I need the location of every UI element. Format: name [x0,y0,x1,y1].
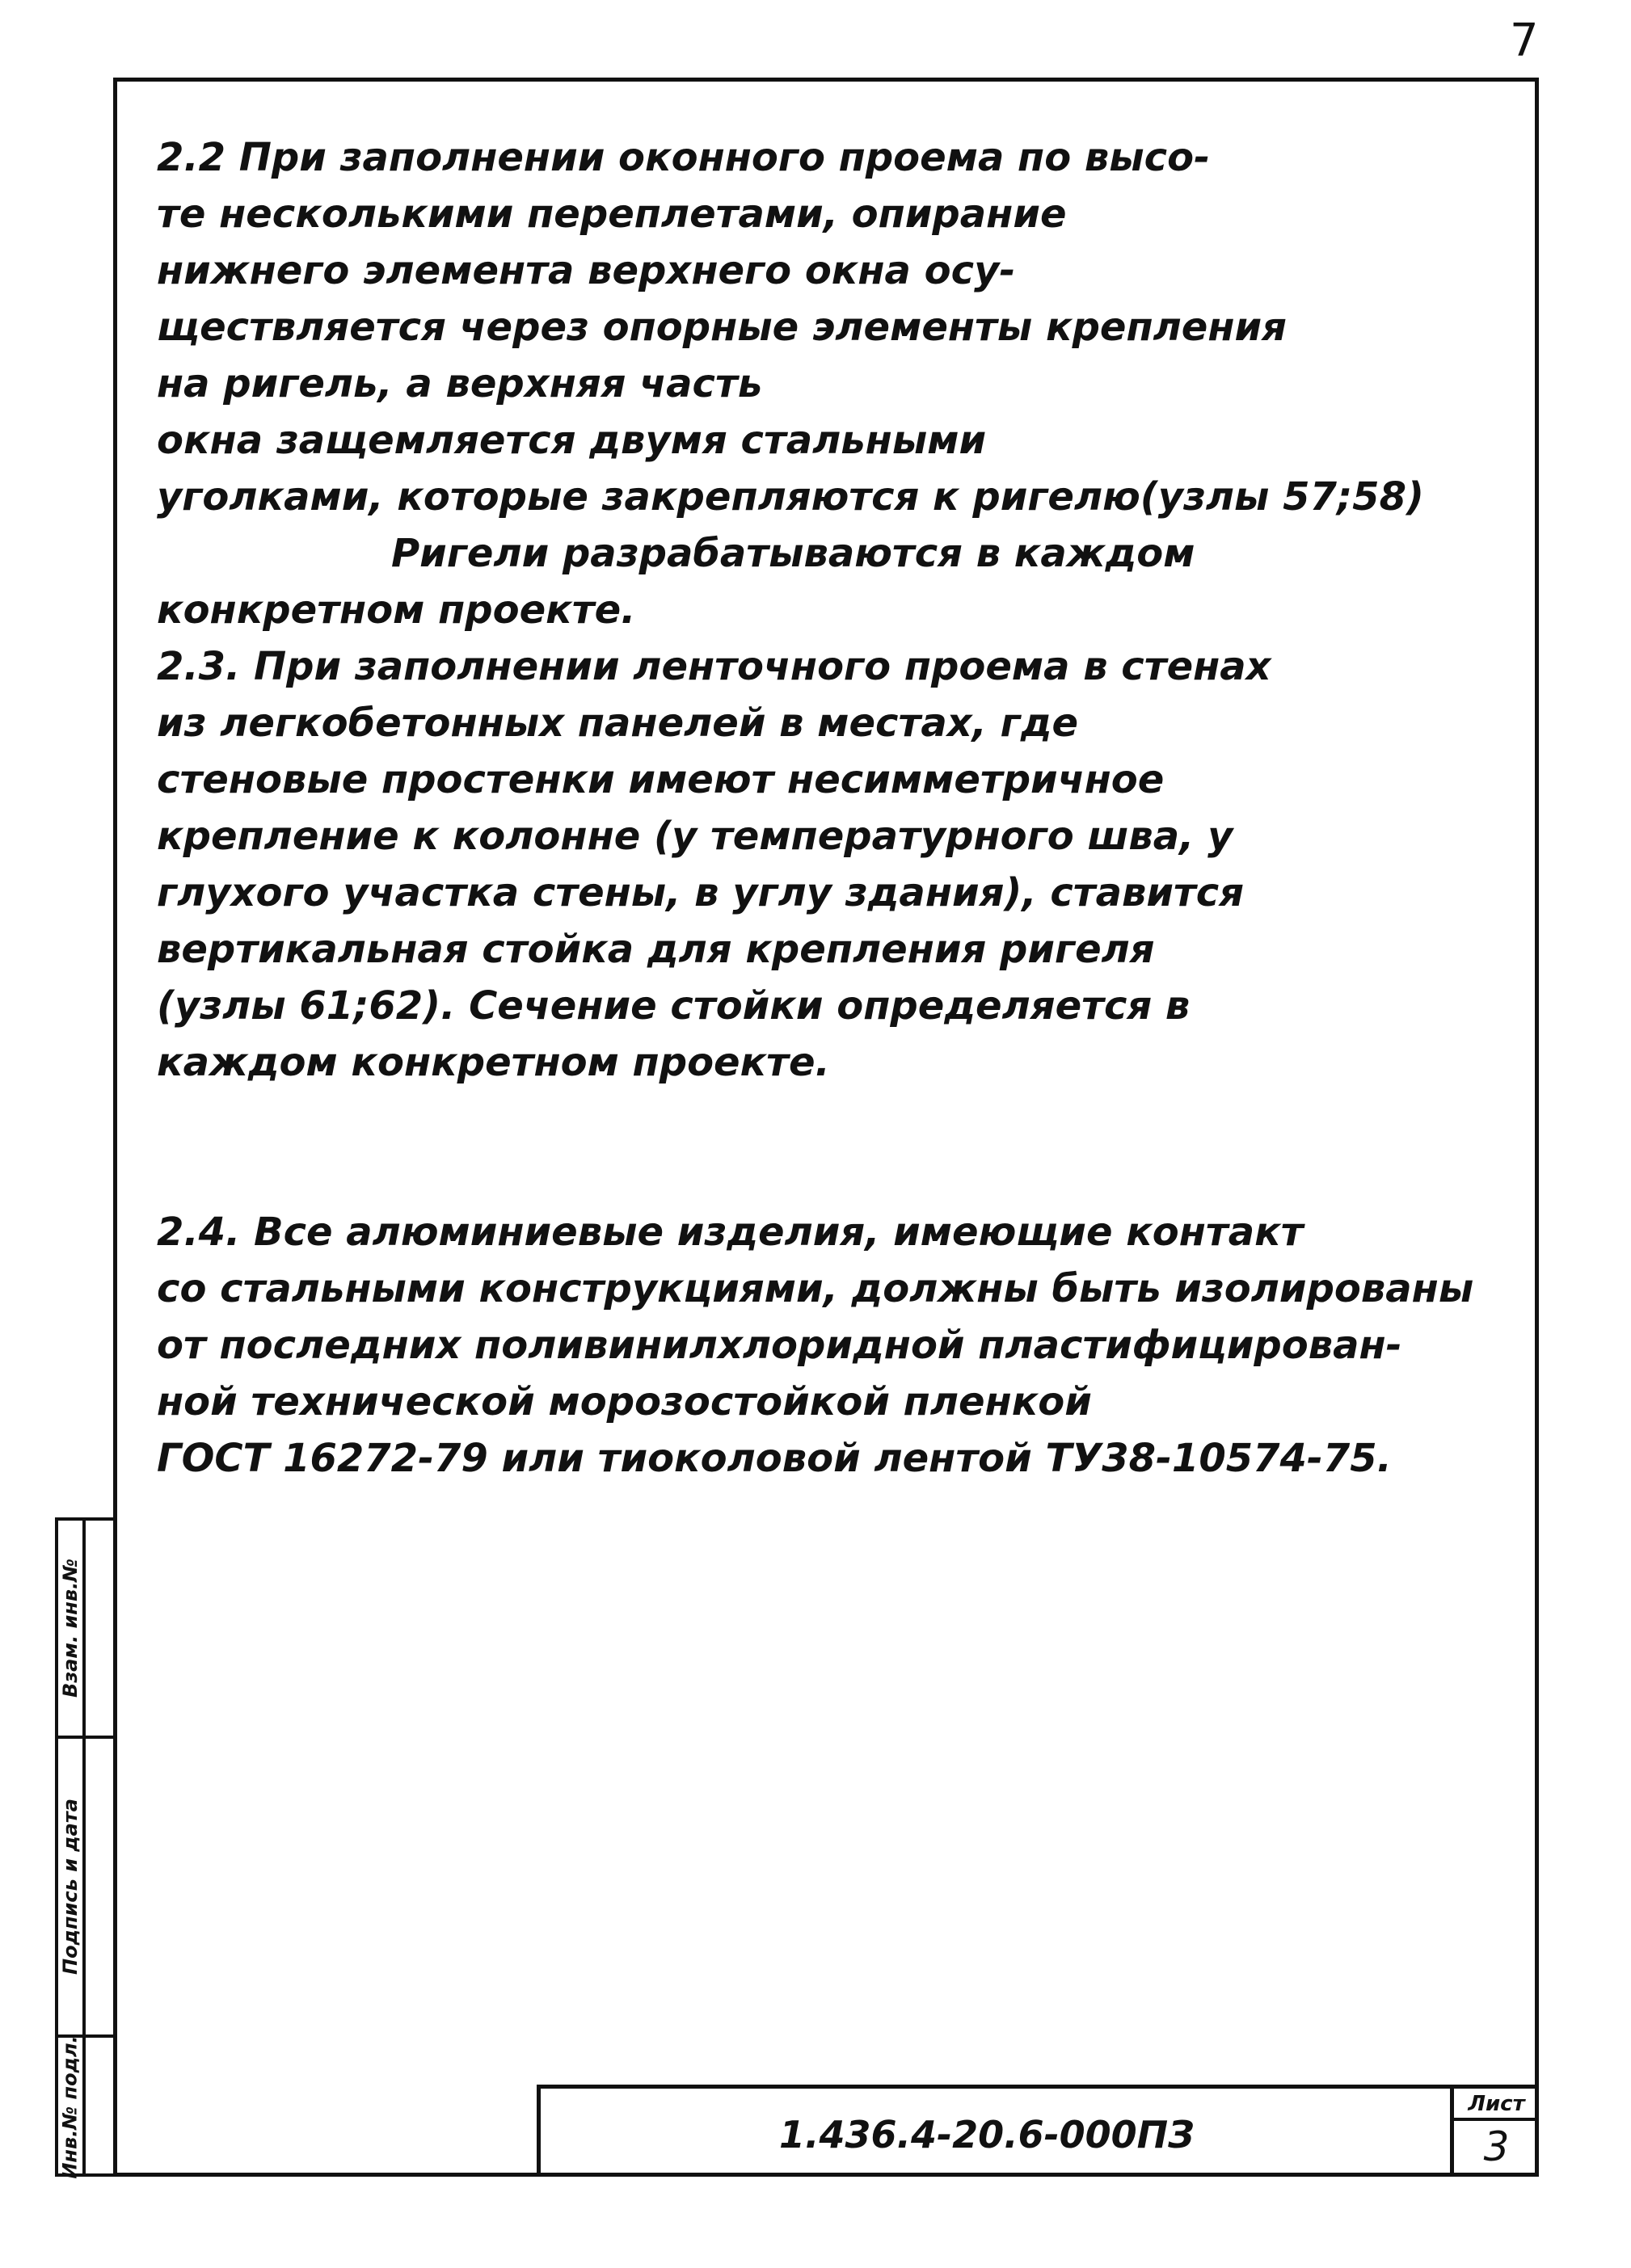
text-line: вертикальная стойка для крепления ригеля [157,927,1155,972]
text-line: на ригель, а верхняя часть [157,361,763,406]
document-code: 1.436.4-20.6-000ПЗ [779,2113,1195,2156]
text-line: 2.2 При заполнении оконного проема по высо- [157,135,1211,180]
text-line: от последних поливинилхлоридной пластифицирован- [157,1323,1402,1368]
sheet-box [1450,2089,1539,2177]
text-line: крепление к колонне (у температурного шва, у [157,814,1233,859]
side-stamp [55,1517,113,2177]
paragraph-spacer [157,1091,1515,1204]
document-body [157,129,1515,1487]
side-stamp-inventory-label: Инв.№ подл. [59,2035,82,2179]
sheet-label: Лист [1454,2089,1539,2121]
side-stamp-rule [82,1736,116,1739]
side-stamp-signature-label: Подпись и дата [59,1799,82,1975]
text-line: нижнего элемента верхнего окна осу- [157,248,1016,293]
side-stamp-cell-inventory [58,2035,82,2179]
text-line: ной технической морозостойкой пленкой [157,1379,1092,1424]
side-stamp-divider [82,1517,86,2177]
title-block [537,2085,1539,2177]
text-line: стеновые простенки имеют несимметричное [157,757,1165,802]
side-stamp-replacement-label: Взам. инв.№ [59,1558,82,1698]
side-stamp-rule [82,2034,116,2038]
text-line: Ригели разрабатываются в каждом [391,531,1195,576]
text-line: конкретном проекте. [157,587,636,633]
text-line: каждом конкретном проекте. [157,1040,830,1085]
text-line: окна защемляется двумя стальными [157,418,987,463]
text-line: (узлы 61;62). Сечение стойки определяется в [157,983,1191,1029]
text-line: со стальными конструкциями, должны быть изолированы [157,1266,1474,1311]
text-line: 2.3. При заполнении ленточного проема в стенах [157,644,1271,689]
paragraph-2-3 [157,638,1515,1091]
side-stamp-cell-signature [58,1739,82,2038]
text-line: ществляется через опорные элементы крепления [157,305,1287,350]
text-line: из легкобетонных панелей в местах, где [157,701,1079,746]
text-line: те несколькими переплетами, опирание [157,191,1067,237]
paragraph-2-4 [157,1204,1515,1487]
sheet-number: 3 [1483,2123,1510,2170]
text-line: глухого участка стены, в углу здания), ставится [157,870,1245,915]
text-line: ГОСТ 16272-79 или тиоколовой лентой ТУ38-10574-75. [157,1436,1392,1481]
page-number: 7 [1510,15,1539,67]
side-stamp-cell-replacement [58,1521,82,1739]
paragraph-2-2 [157,129,1515,638]
text-line: уголками, которые закрепляются к ригелю(узлы 57;58) [157,474,1424,520]
text-line: 2.4. Все алюминиевые изделия, имеющие контакт [157,1210,1304,1255]
